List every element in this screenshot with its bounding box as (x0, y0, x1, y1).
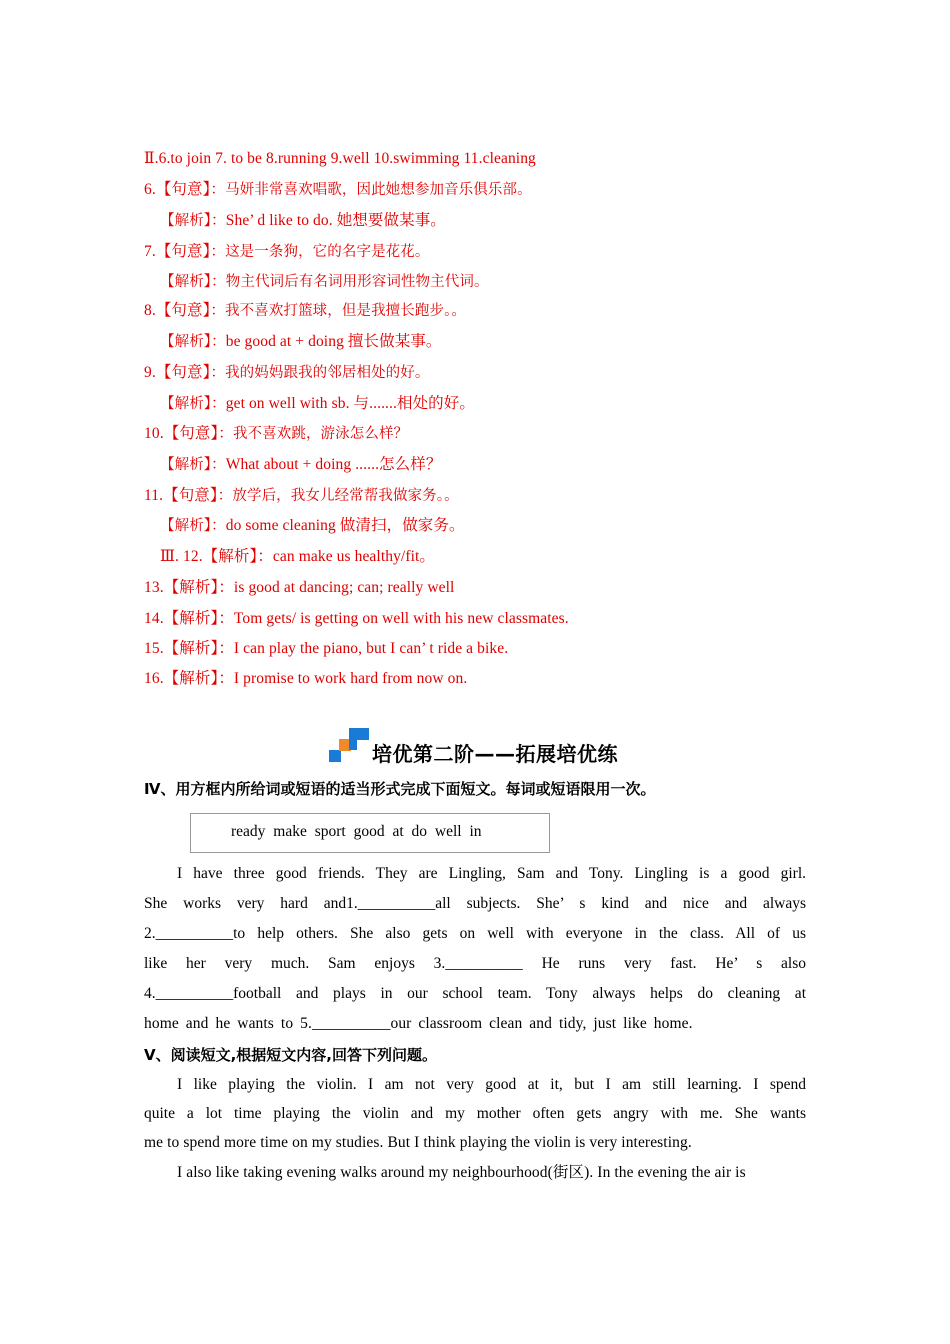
item-9-analysis: 【解析】：get on well with sb. 与.......相处的好。 (160, 395, 475, 412)
item-7-meaning: 7.【句意】：这是一条狗，它的名字是花花。 (144, 243, 430, 260)
answer-14: 14.【解析】：Tom gets/ is getting on well with his new classmates. (144, 610, 569, 627)
item-8-analysis: 【解析】：be good at + doing 擅长做某事。 (160, 333, 442, 350)
passage-4-line-5: 4.__________football and plays in our school team. Tony always helps do cleaning at (144, 985, 806, 1002)
section-4-instruction: Ⅳ、用方框内所给词或短语的适当形式完成下面短文。每词或短语限用一次。 (144, 780, 656, 798)
item-9-meaning: 9.【句意】：我的妈妈跟我的邻居相处的好。 (144, 364, 430, 381)
item-11-analysis: 【解析】：do some cleaning 做清扫，做家务。 (160, 517, 465, 534)
stage-title: 培优第二阶——拓展培优练 (372, 742, 618, 766)
item-11-meaning: 11.【句意】：放学后，我女儿经常帮我做家务。。 (144, 487, 459, 504)
section-5-instruction: Ⅴ、阅读短文,根据短文内容,回答下列问题。 (144, 1046, 438, 1064)
item-10-meaning: 10.【句意】：我不喜欢跳，游泳怎么样？ (144, 425, 409, 442)
item-6-analysis: 【解析】：She’ d like to do. 她想要做某事。 (160, 212, 446, 229)
item-7-analysis: 【解析】：物主代词后有名词用形容词性物主代词。 (160, 274, 489, 290)
passage-4-line-3: 2.__________to help others. She also gets on well with everyone in the class. All of us (144, 925, 806, 942)
answer-13: 13.【解析】：is good at dancing; can; really well (144, 579, 455, 596)
item-6-meaning: 6.【句意】：马妍非常喜欢唱歌，因此她想参加音乐俱乐部。 (144, 181, 532, 198)
passage-5-line-3: me to spend more time on my studies. But I think playing the violin is very interesting. (144, 1134, 692, 1151)
answer-15: 15.【解析】：I can play the piano, but I can’ t ride a bike. (144, 640, 509, 657)
item-8-meaning: 8.【句意】：我不喜欢打篮球，但是我擅长跑步。。 (144, 302, 467, 319)
item-10-analysis: 【解析】：What about + doing ......怎么样？ (160, 456, 442, 473)
passage-5-line-1: I like playing the violin. I am not very good at it, but I am still learning. I spend (177, 1076, 806, 1093)
word-box-text: ready make sport good at do well in (231, 823, 482, 840)
passage-4-line-6: home and he wants to 5.__________our classroom clean and tidy, just like home. (144, 1015, 693, 1032)
stairs-icon (329, 728, 369, 762)
passage-4-line-1: I have three good friends. They are Lingling, Sam and Tony. Lingling is a good girl. (177, 865, 806, 882)
stage-heading (0, 728, 950, 768)
answer-12: Ⅲ. 12.【解析】：can make us healthy/fit。 (160, 548, 436, 565)
answer-section-2: Ⅱ.6.to join 7. to be 8.running 9.well 10.swimming 11.cleaning (144, 150, 536, 167)
passage-5-line-2: quite a lot time playing the violin and my mother often gets angry with me. She wants (144, 1105, 806, 1122)
passage-4-line-4: like her very much. Sam enjoys 3.__________ He runs very fast. He’ s also (144, 955, 806, 972)
passage-4-line-2: She works very hard and1.__________all subjects. She’ s kind and nice and always (144, 895, 806, 912)
answer-16: 16.【解析】：I promise to work hard from now on. (144, 670, 468, 687)
word-box (190, 813, 550, 853)
passage-5-line-4: I also like taking evening walks around my neighbourhood(街区). In the evening the air is (177, 1164, 746, 1181)
